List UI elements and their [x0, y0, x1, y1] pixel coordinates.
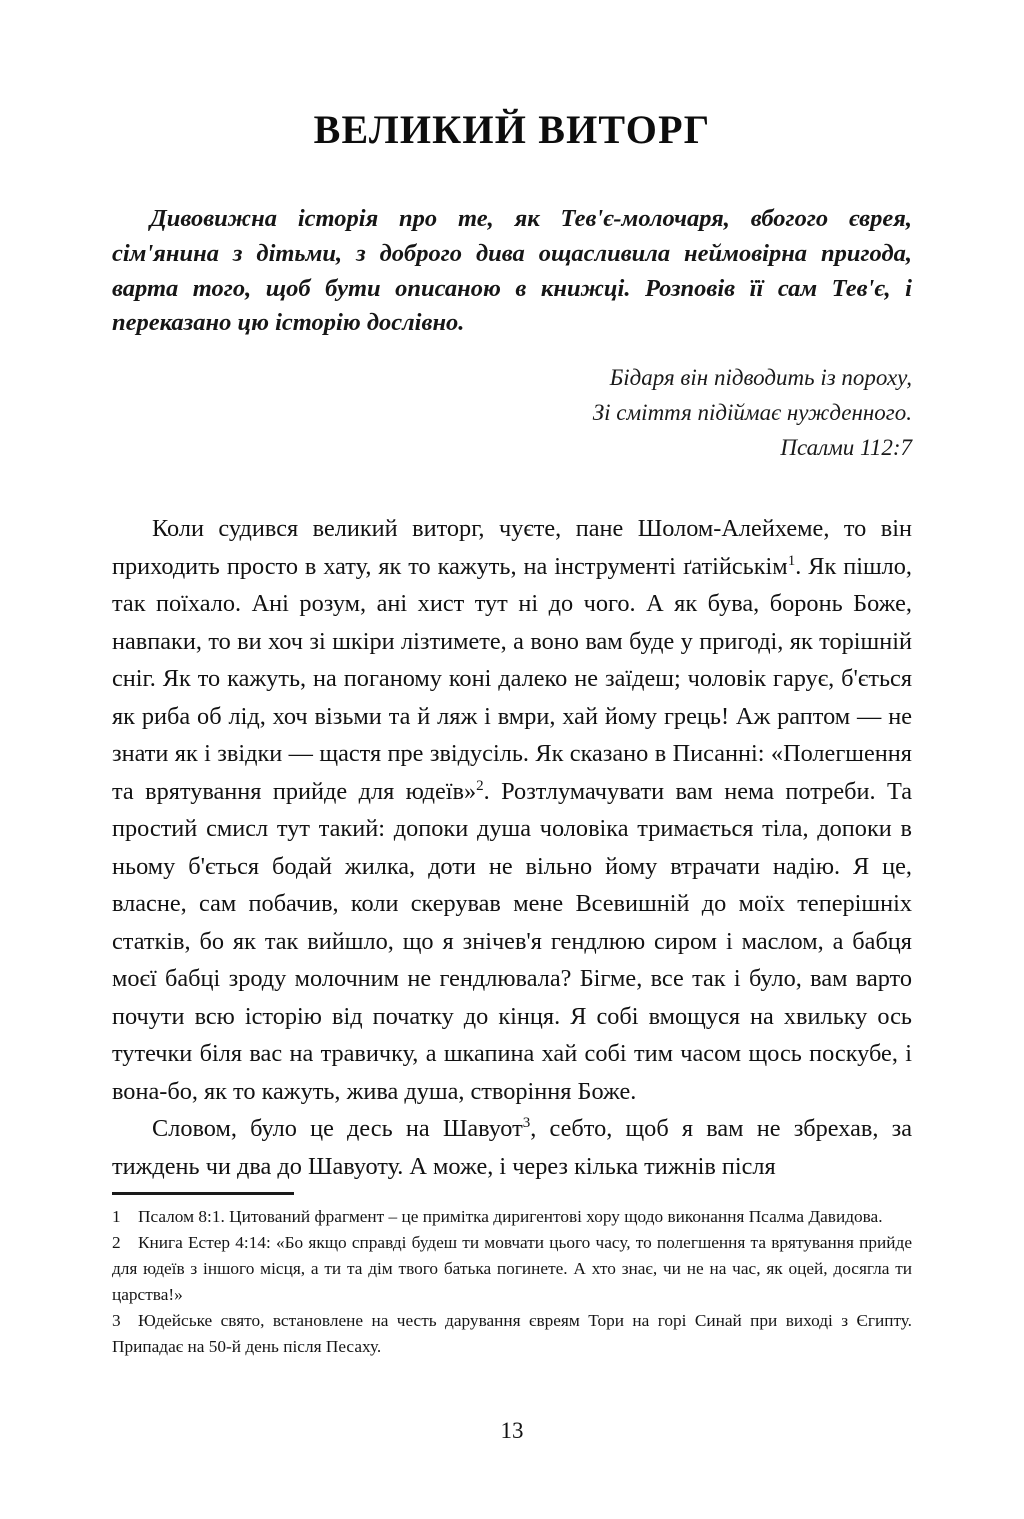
footnote-list: [112, 1204, 912, 1360]
footnote-ref-2[interactable]: 2: [476, 777, 484, 794]
paragraph-1-part-a: Коли судився великий виторг, чуєте, пане Шолом-Алейхеме, то він приходить просто в хату, як то кажуть, на інструменті ґатійськім: [112, 514, 912, 580]
verse-line-1: Бідаря він підводить із пороху,: [609, 365, 912, 391]
body-text: [112, 466, 912, 1186]
epigraph-text: Дивовижна історія про те, як Тев'є-молочаря, вбогого єврея, сім'янина з дітьми, з доброго дива ощасливила неймовірна пригода, варта того, щоб бути описаною в книжці. Розповів її сам Тев'є, і переказано цю історію дослівно.: [112, 205, 912, 337]
footnote-item: [112, 1308, 912, 1360]
page-number: 13: [500, 1418, 524, 1443]
paragraph-2-part-b: , себто, щоб я вам не збрехав, за тиждень чи два до Шавуоту. А може, і через кілька тижнів після: [112, 1115, 912, 1181]
verse-line-2: Зі сміття підіймає нужденного.: [592, 400, 912, 426]
footnote-ref-3[interactable]: 3: [522, 1115, 531, 1132]
footnote-ref-1[interactable]: 1: [787, 552, 796, 569]
verse-source: Псалми 112:7: [780, 435, 912, 461]
text-column: [112, 0, 912, 1186]
footnote-body: Псалом 8:1. Цитований фрагмент – це примітка диригентові хору щодо виконання Псалма Давидова.: [138, 1207, 883, 1226]
footnote-body: Книга Естер 4:14: «Бо якщо справді будеш ти мовчати цього часу, то полегшення та врятування прийде для юдеїв з іншого місця, а ти та дім твого батька погинете. А хто знає, чи не на час, як оцей, досягла ти царства!»: [112, 1232, 912, 1304]
paragraph-1-part-b: . Як пішло, так поїхало. Ані розум, ані хист тут ні до чого. А як бува, боронь Боже, навпаки, то ви хоч зі шкіри лізтимете, а воно вам буде у пригоді, як торішній сніг. Як то кажуть, на поганому коні далеко не заїдеш; чоловік гарує, б'ється як риба об лід, хоч візьми та й ляж і вмри, хай йому грець! Аж раптом — не знати як і звідки — щастя пре звідусіль. Як сказано в Писанні: «Полегшення та врятування прийде для юдеїв»: [112, 552, 912, 805]
page-title: ВЕЛИКИЙ ВИТОРГ: [313, 107, 711, 152]
footnote-item: [112, 1204, 912, 1230]
footnote-separator-rule: [112, 1192, 294, 1195]
paragraph-1-part-c: . Розтлумачувати вам нема потреби. Та простий смисл тут такий: допоки душа чоловіка тримається тіла, допоки в ньому б'ється бодай жилка, доти не вільно йому втрачати надію. Я це, власне, сам побачив, коли скерував мене Всевишній до моїх теперішніх статків, бо як так вийшло, що я знічев'я гендлюю сиром і маслом, а бабця моєї бабці зроду молочним не гендлювала? Бігме, все так і було, вам варто почути всю історію від початку до кінця. Я собі вмощуся на хвильку ось тутечки біля вас на травичку, а шкапина хай собі тим часом щось поскубе, і вона-бо, як то кажуть, жива душа, створіння Боже.: [112, 777, 912, 1105]
footnote-number: 2: [112, 1232, 121, 1252]
footnotes-section: [112, 1192, 912, 1360]
paragraph-1: [112, 510, 912, 1111]
footnote-number: 3: [112, 1310, 121, 1330]
paragraph-2: [112, 1110, 912, 1185]
verse-epigraph: [112, 341, 912, 466]
paragraph-2-part-a: Словом, було це десь на Шавуот: [152, 1115, 523, 1143]
footnote-item: [112, 1230, 912, 1308]
footnote-number: 1: [112, 1207, 121, 1226]
footnote-body: Юдейське свято, встановлене на честь дарування євреям Тори на горі Синай при виході з Єгипту. Припадає на 50-й день після Песаху.: [112, 1310, 912, 1356]
